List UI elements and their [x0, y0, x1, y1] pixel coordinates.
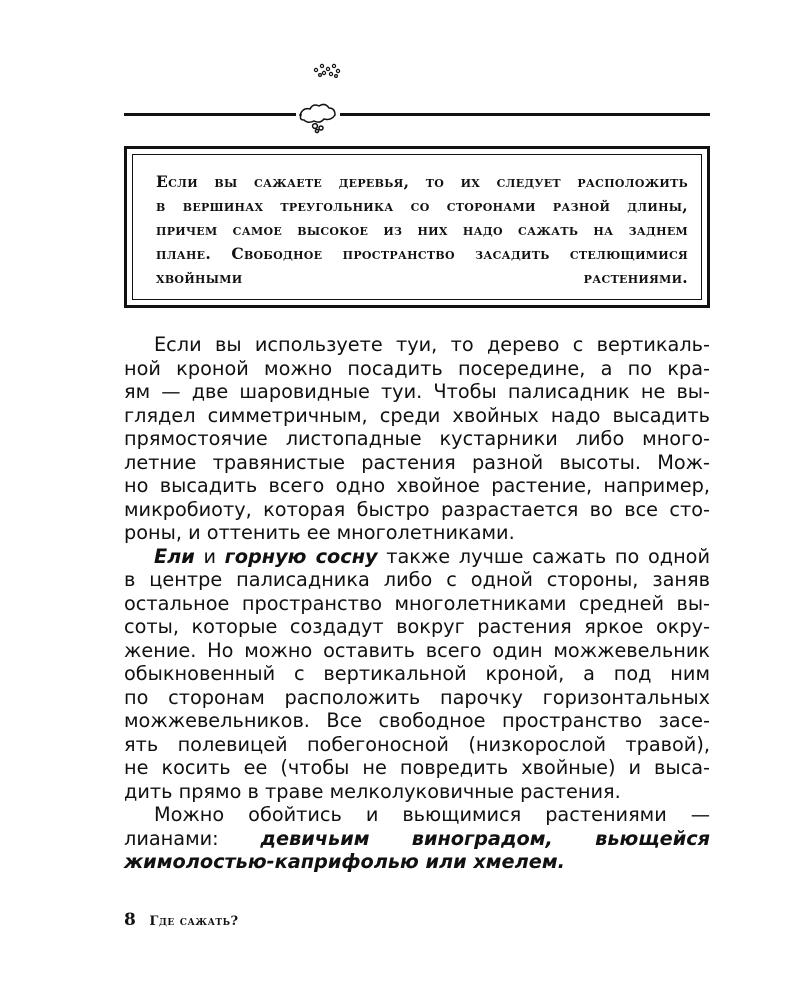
- paragraph-2: [124, 545, 710, 804]
- plant-term: жимолостью-каприфолью или хмелем.: [124, 850, 565, 873]
- text-line: соты, которые создадут вокруг растения яркое окру-: [124, 615, 710, 638]
- text-span: лианами:: [124, 826, 261, 850]
- callout-line: хвойными растениями.: [156, 268, 688, 287]
- text-line: дить прямо в траве мелколуковичные растения.: [124, 779, 621, 803]
- text-line: но высадить всего одно хвойное растение, например,: [124, 474, 710, 497]
- text-line: ять полевицей побегоносной (низкорослой травой),: [124, 732, 710, 756]
- text-line: Если вы используете туи, то дерево с вертикаль-: [154, 333, 710, 356]
- callout-line: причем самое высокое из них надо сажать на заднем: [156, 220, 688, 239]
- text-line: глядел симметричным, среди хвойных надо высадить: [124, 403, 710, 427]
- plant-term: девичьим виноградом, вьющейся: [260, 826, 711, 850]
- text-line: остальное пространство многолетниками средней вы-: [124, 591, 710, 615]
- plant-term: Ели: [154, 544, 195, 568]
- flourish-ornament-icon: [300, 60, 360, 84]
- text-line: микробиоту, которая быстро разрастается во все сто-: [124, 497, 710, 521]
- text-line: жение. Но можно оставить всего один можжевельник: [124, 638, 710, 662]
- text-line: по сторонам расположить парочку горизонтальных: [124, 685, 710, 709]
- text-line: [124, 545, 710, 569]
- text-span: также лучше сажать по одной: [377, 544, 711, 568]
- text-line: в центре палисадника либо с одной стороны, заняв: [124, 568, 710, 591]
- header-rule: [124, 113, 710, 116]
- text-line: [124, 827, 710, 851]
- text-line: роны, и оттенить ее многолетниками.: [124, 521, 515, 544]
- text-line: ям — две шаровидные туи. Чтобы палисадник не вы-: [124, 380, 710, 403]
- text-line: обыкновенный с вертикальной кроной, а под ним: [124, 662, 710, 685]
- plant-term: горную сосну: [224, 544, 378, 568]
- text-line: [124, 850, 710, 874]
- text-line: Можно обойтись и вьющимися растениями —: [154, 803, 710, 826]
- page-footer: [124, 910, 239, 930]
- callout-line: плане. Свободное пространство засадить стелющимися: [156, 244, 688, 263]
- paragraph-3: [124, 803, 710, 874]
- cloud-ornament-icon: [296, 100, 340, 134]
- body-text: [124, 333, 710, 874]
- page-number: 8: [124, 910, 136, 930]
- paragraph-1: [124, 333, 710, 545]
- running-title: Где сажать?: [149, 914, 239, 929]
- text-line: ной кроной можно посадить посередине, а по кра-: [124, 356, 710, 380]
- callout-line: Если вы сажаете деревья, то их следует расположить: [156, 172, 688, 191]
- text-line: летние травянистые растения разной высоты. Мож-: [124, 450, 710, 474]
- text-line: прямостоячие листопадные кустарники либо много-: [124, 427, 710, 450]
- text-line: можжевельников. Все свободное пространство засе-: [124, 709, 710, 732]
- callout-text: [156, 170, 688, 290]
- callout-line: в вершинах треугольника со сторонами разной длины,: [156, 196, 688, 215]
- text-span: и: [194, 544, 225, 568]
- text-line: не косить ее (чтобы не повредить хвойные) и выса-: [124, 756, 710, 779]
